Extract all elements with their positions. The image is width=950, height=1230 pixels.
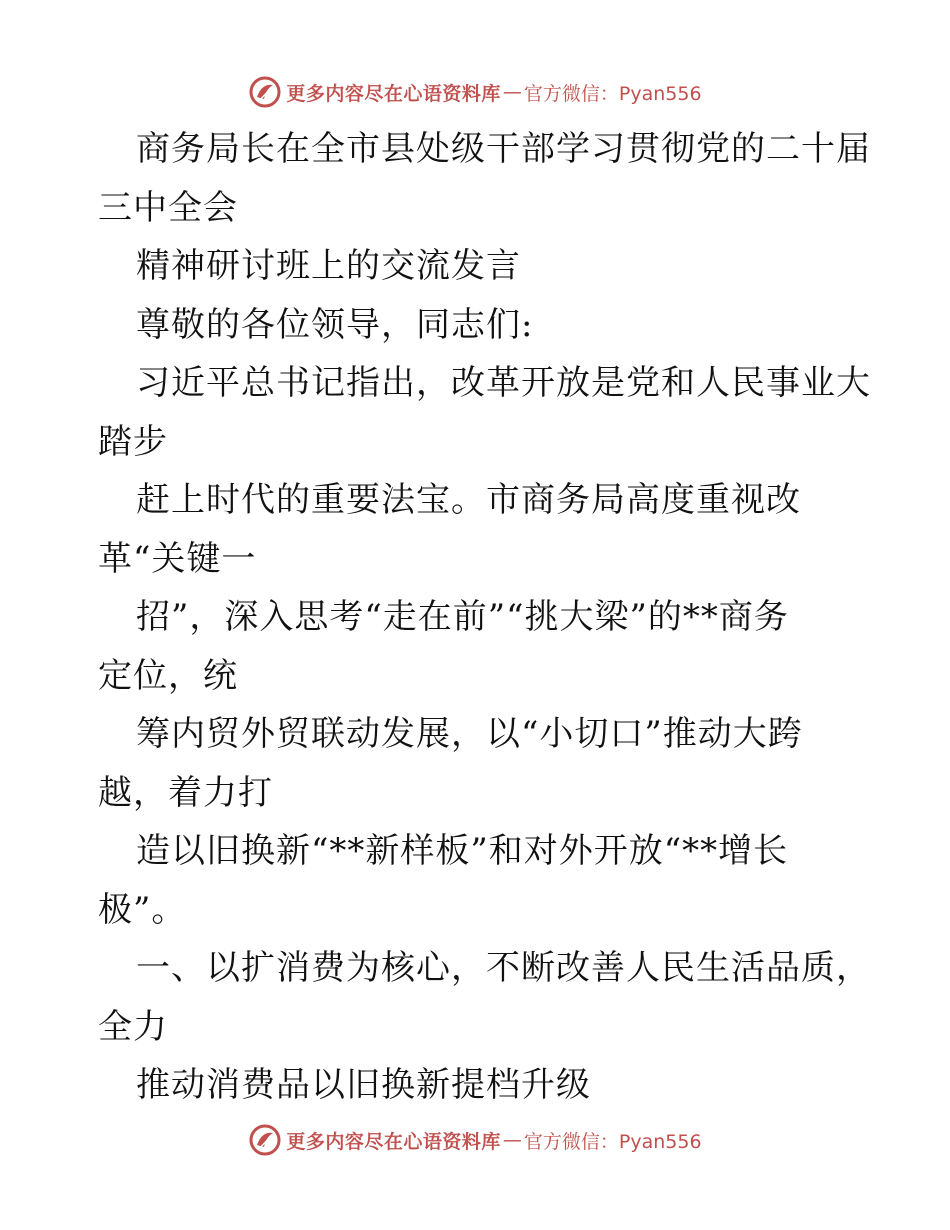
body-line: 踏步 xyxy=(98,421,168,462)
body-line: 尊敬的各位领导，同志们: xyxy=(136,304,534,345)
header-contact-text: 官方微信：Pyan556 xyxy=(523,82,702,105)
body-line: 三中全会 xyxy=(98,187,238,228)
body-line: 招”，深入思考“走在前”“挑大梁”的**商务 xyxy=(136,597,789,637)
body-line: 推动消费品以旧换新提档升级 xyxy=(136,1065,591,1105)
body-line: 筹内贸外贸联动发展，以“小切口”推动大跨 xyxy=(136,714,803,754)
footer-separator: — xyxy=(502,1129,522,1151)
body-line: 一、以扩消费为核心，不断改善人民生活品质， xyxy=(136,948,871,988)
body-line: 全力 xyxy=(98,1006,168,1047)
brand-logo-icon xyxy=(248,1123,282,1157)
body-line: 习近平总书记指出，改革开放是党和人民事业大 xyxy=(136,363,871,403)
body-line: 定位，统 xyxy=(98,655,238,696)
body-line: 革“关键一 xyxy=(98,538,257,579)
footer-contact-text: 官方微信：Pyan556 xyxy=(523,1130,702,1153)
body-line: 商务局长在全市县处级干部学习贯彻党的二十届 xyxy=(136,129,871,169)
body-line: 精神研讨班上的交流发言 xyxy=(136,246,521,286)
footer-banner xyxy=(0,1120,950,1160)
document-body xyxy=(98,120,888,1115)
body-line: 造以旧换新“**新样板”和对外开放“**增长 xyxy=(136,831,789,871)
body-line: 极”。 xyxy=(98,889,187,930)
footer-brand-text: 更多内容尽在心语资料库 xyxy=(286,1130,501,1153)
header-separator: — xyxy=(502,81,522,103)
header-banner xyxy=(0,72,950,112)
body-line: 越，着力打 xyxy=(98,772,273,813)
body-line: 赶上时代的重要法宝。市商务局高度重视改 xyxy=(136,480,801,520)
brand-logo-icon xyxy=(248,75,282,109)
header-brand-text: 更多内容尽在心语资料库 xyxy=(286,82,501,105)
